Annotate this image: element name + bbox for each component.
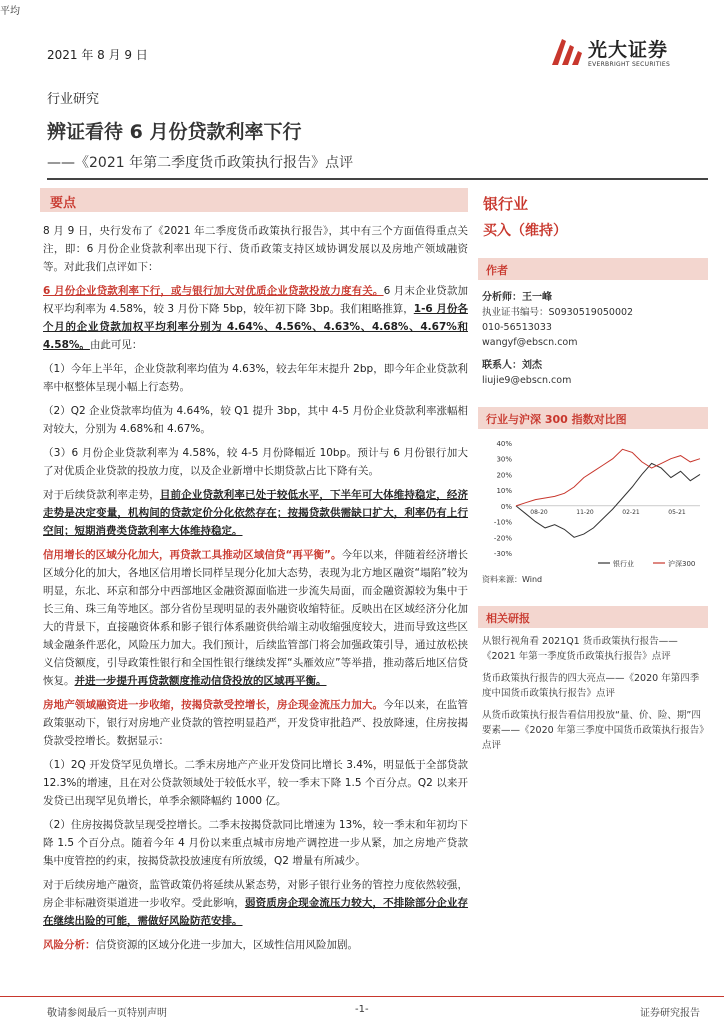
y-tick-label: -10% — [493, 518, 512, 527]
rating-label: 买入（维持） — [483, 223, 567, 239]
comparison-chart — [478, 435, 708, 570]
footer-page-number: -1- — [355, 1004, 369, 1015]
footer-report-type: 证券研究报告 — [640, 1008, 700, 1019]
report-date: 2021 年 8 月 9 日 — [47, 48, 148, 62]
para-property-outlook-key: 弱资质房企现金流压力较大，不排除部分企业存在继续出险的可能，需做好风险防范安排。 — [43, 897, 469, 927]
x-tick-label: 05-21 — [668, 508, 686, 516]
x-tick-label: 08-20 — [530, 508, 548, 516]
risk-label: 风险分析： — [43, 939, 96, 951]
brand-logo — [548, 33, 708, 73]
y-tick-label: 0% — [500, 502, 512, 511]
para-property-2: （2）住房按揭贷款呈现受控增长。二季末按揭贷款同比增速为 13%，较一季末和年初均下降 1.5 个百分点。随着今年 4 月份以来重点城市房地产调控进一步从紧，加之房地产贷款集中度管控的约束，按揭贷款投放速度有所放缓，Q2 增量有所减少。 — [43, 819, 468, 867]
y-tick-label: 30% — [496, 455, 512, 464]
x-tick-label: 02-21 — [622, 508, 640, 516]
analyst-cert: 执业证书编号：S0930519050002 — [482, 307, 634, 318]
report-sector: 行业研究 — [47, 92, 100, 107]
para-rate-drop-tail: 由此可见： — [89, 339, 143, 351]
research-link-3[interactable]: 从货币政策执行报告看信用投放“量、价、险、期”四要素——《2020 年第三季度中国货币政策执行报告》点评 — [482, 710, 704, 751]
analyst-phone: 010-56513033 — [482, 322, 552, 333]
legend-label: 沪深300 — [668, 560, 696, 568]
para-rate-drop-lead: 6 月份企业贷款利率下行，或与银行加大对优质企业贷款投放力度有关。 — [43, 285, 384, 297]
para-property-outlook — [43, 876, 468, 930]
research-header — [478, 606, 708, 628]
related-research — [482, 634, 708, 760]
para-point-1: （1）今年上半年，企业贷款利率均值为 4.63%，较去年年末提升 2bp，即今年企业贷款利率中枢整体呈现小幅上行态势。 — [43, 363, 468, 393]
para-rate-drop-figures: 1-6 月份各个月的企业贷款加权平均利率分别为 4.64%、4.56%、4.63%、4.68%、4.67%和 4.58%。 — [43, 303, 468, 351]
research-link-1[interactable]: 从银行视角看 2021Q1 货币政策执行报告——《2021 年第一季度货币政策执行报告》点评 — [482, 636, 678, 662]
para-outlook-key: 目前企业贷款利率已处于较低水平，下半年可大体维持稳定，经济走势是决定变量，机构间的贷款定价分化依然存在；按揭贷款供需缺口扩大，利率仍有上行空间；短期消费类贷款利率大体维持稳定。 — [43, 489, 469, 537]
analyst-name: 分析师：王一峰 — [482, 292, 552, 303]
page-title: 辨证看待 6 月份贷款利率下行 — [47, 121, 302, 143]
para-property-text: 今年以来，在监管政策驱动下，银行对房地产业贷款的管控明显趋严，开发贷审批趋严、投放降速，住房按揭贷款受控增长。数据显示： — [43, 699, 469, 747]
para-regional-text: 今年以来，伴随着经济增长区域分化的加大，各地区信用增长同样呈现分化加大态势，表现为北方地区融资“塌陷”较为明显，东北、环京和部分中西部地区金融资源面临进一步流失局面，而金融资源较为集中于长三角、珠三角等地区。部分省份呈现明显的表外融资收缩特征。反映出在区域经济分化加大的背景下，直接融资体系和影子银行体系融资供给端主动收缩强度较大，进而导致这些区域金融条件恶化，风险压力加大。我们预计，后续监管部门将会加强政策引导，通过放松挟义信贷额度，引导政策性银行和全国性银行继续发挥“头雁效应”等举措，推动落后地区信贷恢复。 — [43, 549, 468, 687]
corner-label: 平均 — [0, 6, 20, 17]
analyst-email: wangyf@ebscn.com — [482, 337, 578, 348]
para-regional — [43, 546, 468, 690]
author-header-label: 作者 — [486, 264, 508, 277]
para-rate-drop — [43, 282, 468, 354]
para-point-3: （3）6 月份企业贷款利率为 4.58%，较 4-5 月份降幅近 10bp。预计与 6 月份银行加大了对优质企业贷款的投放力度，以及企业新增中长期贷款占比下降有关。 — [43, 447, 468, 477]
logo-mark-icon — [548, 33, 584, 69]
summary-label: 要点 — [50, 196, 77, 211]
series-line-2 — [516, 449, 700, 506]
summary-body — [43, 222, 468, 960]
header-divider — [47, 178, 708, 180]
y-tick-label: 20% — [496, 471, 512, 480]
para-regional-key: 并进一步提升再贷款额度推动信贷投放的区域再平衡。 — [74, 675, 327, 687]
footer-disclaimer[interactable]: 敬请参阅最后一页特别声明 — [47, 1008, 167, 1019]
legend-label: 银行业 — [613, 560, 634, 568]
summary-header — [40, 188, 468, 212]
chart-header-label: 行业与沪深 300 指数对比图 — [486, 413, 627, 426]
chart-header — [478, 407, 708, 429]
research-link-2[interactable]: 货币政策执行报告的四大亮点——《2020 年第四季度中国货币政策执行报告》点评 — [482, 673, 700, 699]
contact-email: liujie9@ebscn.com — [482, 375, 572, 386]
para-outlook — [43, 486, 468, 540]
chart-source: 资料来源：Wind — [482, 575, 543, 584]
series-line-1 — [516, 463, 700, 537]
para-rate-drop-text: 6 月末企业贷款加权平均利率为 4.58%，较 3 月份下降 5bp，较年初下降 3bp。我们粗略推算， — [43, 285, 468, 315]
industry-label: 银行业 — [483, 195, 529, 213]
author-info — [482, 290, 708, 388]
para-property — [43, 696, 468, 750]
page-subtitle: ——《2021 年第二季度货币政策执行报告》点评 — [47, 155, 354, 171]
para-property-outlook-text: 对于后续房地产融资，监管政策仍将延续从紧态势，对影子银行业务的管控力度依然较强，房企非标融资渠道进一步收窄。受此影响， — [43, 879, 468, 909]
x-tick-label: 11-20 — [576, 508, 594, 516]
para-property-lead: 房地产领域融资进一步收缩，按揭贷款受控增长，房企现金流压力加大。 — [43, 699, 384, 711]
y-tick-label: 40% — [496, 440, 512, 448]
footer-divider — [0, 996, 724, 997]
logo-text: 光大证券 — [588, 39, 669, 61]
para-property-1: （1）2Q 开发贷罕见负增长。二季末房地产产业开发贷同比增长 3.4%，明显低于全部贷款 12.3%的增速，且在对公贷款领域处于较低水平，较一季末下降 1.5 个百分点。Q2 以来开发贷已出现罕见负增长，单季余额降幅约 1000 亿。 — [43, 759, 468, 807]
contact-name: 联系人：刘杰 — [482, 360, 542, 371]
author-header — [478, 258, 708, 280]
para-outlook-lead: 对于后续贷款利率走势， — [43, 489, 160, 501]
research-header-label: 相关研报 — [486, 612, 530, 625]
logo-subtext: EVERBRIGHT SECURITIES — [588, 61, 671, 68]
y-tick-label: -20% — [493, 534, 512, 543]
para-regional-lead: 信用增长的区域分化加大，再贷款工具推动区域信贷“再平衡”。 — [43, 549, 342, 561]
para-intro: 8 月 9 日，央行发布了《2021 年二季度货币政策执行报告》，其中有三个方面值得重点关注，即：6 月份企业贷款利率出现下行、货币政策支持区域协调发展以及房地产领域融资等。对此我们点评如下： — [43, 225, 468, 273]
risk-text: 信贷资源的区域分化进一步加大，区域性信用风险加剧。 — [95, 939, 358, 951]
para-risk — [43, 936, 468, 954]
y-tick-label: 10% — [496, 487, 512, 496]
y-tick-label: -30% — [493, 550, 512, 558]
para-point-2: （2）Q2 企业贷款率均值为 4.64%，较 Q1 提升 3bp，其中 4-5 月份企业贷款利率涨幅相对较大，分别为 4.68%和 4.67%。 — [43, 405, 468, 435]
